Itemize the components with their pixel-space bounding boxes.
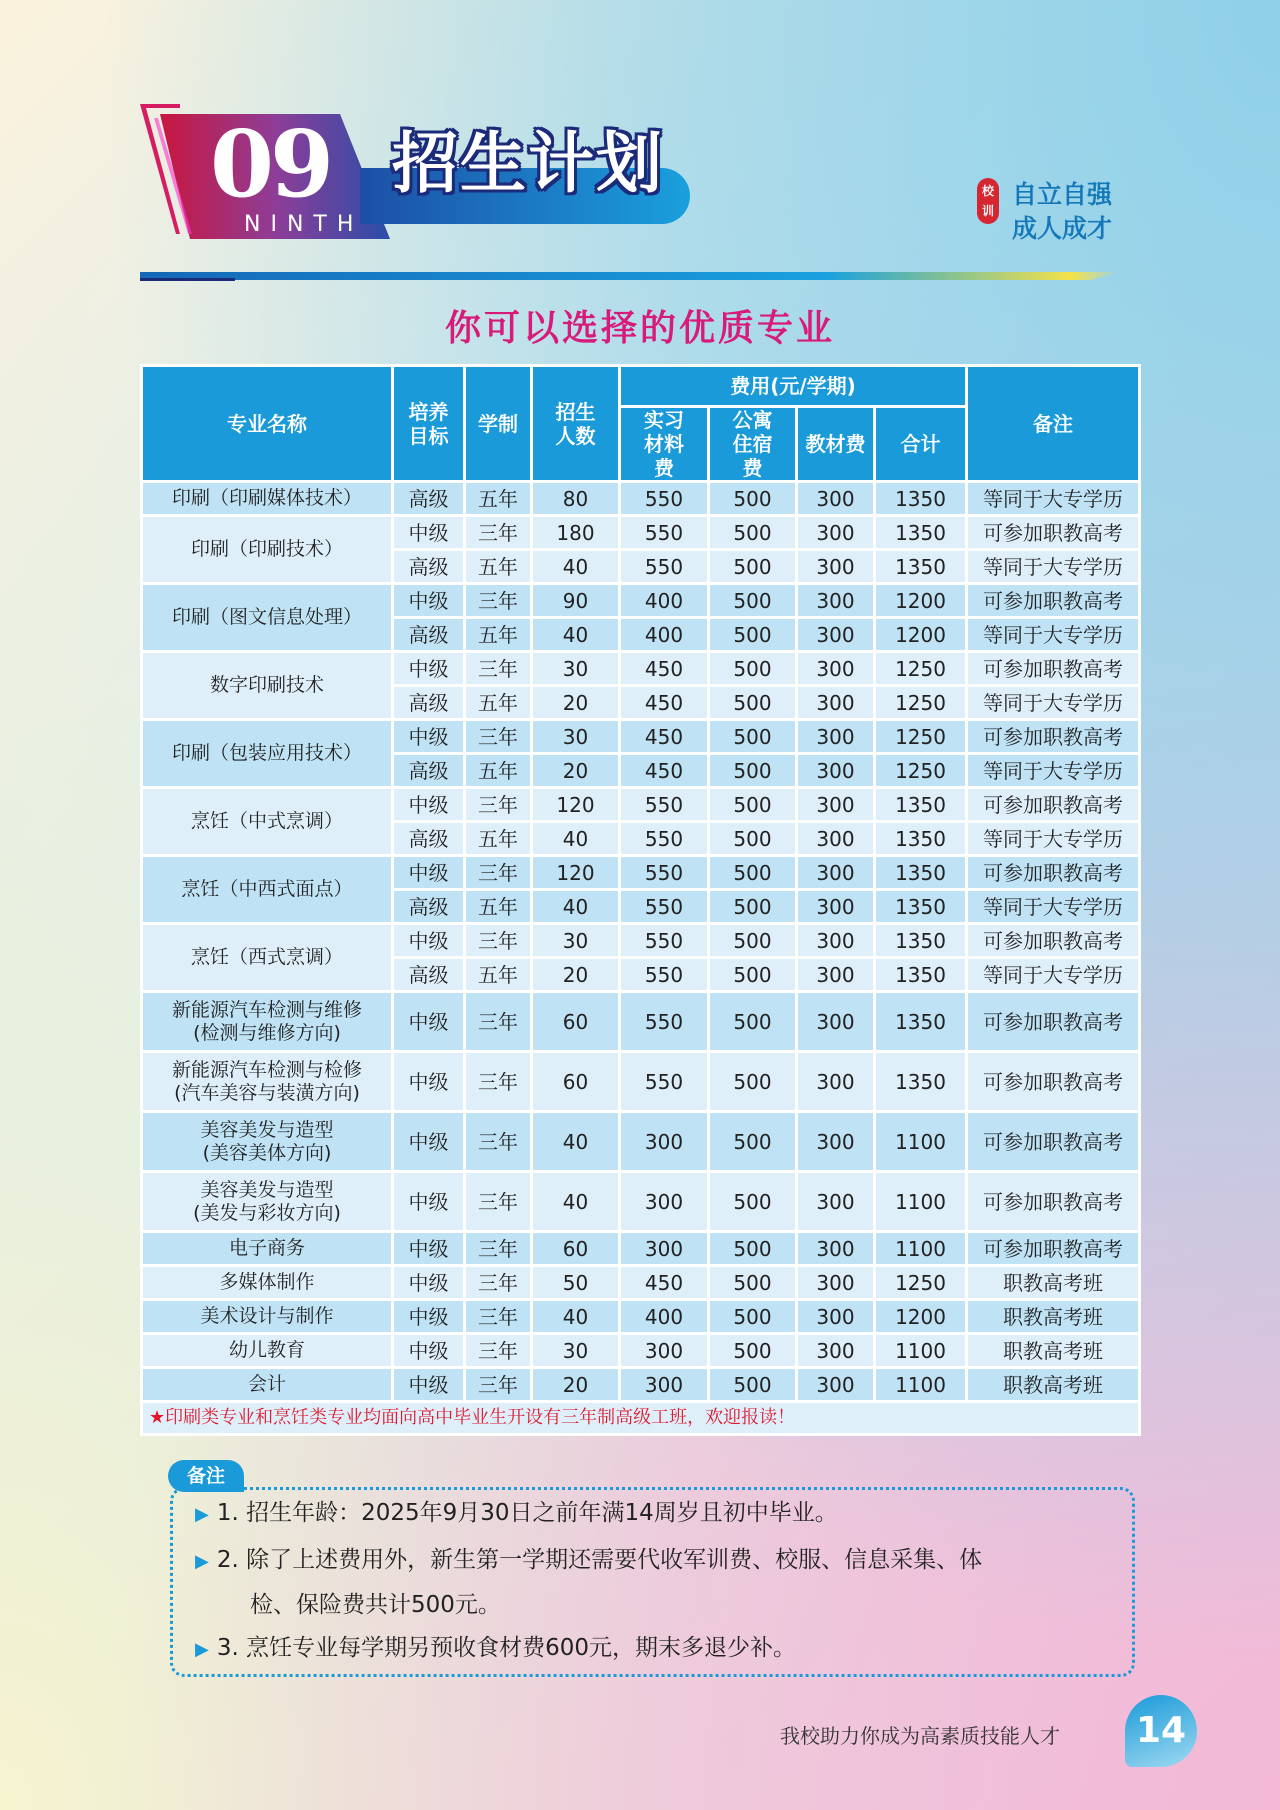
triangle-bullet-icon: ▶ (195, 1504, 209, 1525)
motto-line-2: 成人成才 (1012, 214, 1113, 243)
cell-total: 1200 (876, 585, 965, 616)
cell-total: 1250 (876, 721, 965, 752)
cell-textbook-fee: 300 (798, 721, 873, 752)
major-name-text: 烹饪（西式烹调） (190, 946, 343, 968)
major-name-text: 美容美发与造型 (200, 1178, 334, 1201)
note-text: 3. 烹饪专业每学期另预收食材费600元，期末多退少补。 (216, 1635, 796, 1661)
cell-total: 1350 (876, 857, 965, 888)
cell-dorm-fee: 500 (710, 789, 795, 820)
cell-textbook-fee: 300 (798, 1173, 873, 1230)
major-direction: (美容美体方向) (202, 1141, 332, 1164)
cell-textbook-fee: 300 (798, 1369, 873, 1400)
header-total: 合计 (876, 408, 965, 480)
cell-enrollment: 60 (533, 993, 618, 1050)
cell-remark: 等同于大专学历 (968, 551, 1138, 582)
cell-enrollment: 40 (533, 619, 618, 650)
major-name (143, 1267, 391, 1298)
cell-level: 高级 (394, 551, 463, 582)
cell-enrollment: 40 (533, 1301, 618, 1332)
cell-total: 1250 (876, 687, 965, 718)
cell-material-fee: 450 (621, 687, 707, 718)
cell-duration: 五年 (466, 823, 530, 854)
cell-remark: 可参加职教高考 (968, 1053, 1138, 1110)
cell-total: 1200 (876, 619, 965, 650)
school-motto (1012, 178, 1112, 246)
cell-textbook-fee: 300 (798, 1335, 873, 1366)
cell-level: 中级 (394, 653, 463, 684)
cell-level: 中级 (394, 925, 463, 956)
cell-level: 中级 (394, 517, 463, 548)
cell-level: 中级 (394, 857, 463, 888)
cell-enrollment: 20 (533, 959, 618, 990)
major-name (143, 1369, 391, 1400)
major-name-text: 烹饪（中式烹调） (190, 810, 343, 832)
cell-textbook-fee: 300 (798, 1233, 873, 1264)
cell-duration: 三年 (466, 1369, 530, 1400)
cell-material-fee: 300 (621, 1113, 707, 1170)
cell-enrollment: 40 (533, 891, 618, 922)
cell-total: 1100 (876, 1233, 965, 1264)
header-level: 培养目标 (394, 367, 463, 480)
cell-textbook-fee: 300 (798, 925, 873, 956)
major-name (143, 1301, 391, 1332)
cell-duration: 三年 (466, 1267, 530, 1298)
cell-material-fee: 450 (621, 653, 707, 684)
cell-enrollment: 20 (533, 755, 618, 786)
cell-duration: 三年 (466, 1053, 530, 1110)
cell-duration: 五年 (466, 551, 530, 582)
cell-total: 1100 (876, 1113, 965, 1170)
cell-remark: 等同于大专学历 (968, 619, 1138, 650)
table-footnote: ★印刷类专业和烹饪类专业均面向高中毕业生开设有三年制高级工班，欢迎报读！ (143, 1403, 1138, 1433)
cell-duration: 五年 (466, 755, 530, 786)
cell-duration: 五年 (466, 959, 530, 990)
cell-total: 1350 (876, 925, 965, 956)
cell-total: 1350 (876, 551, 965, 582)
cell-level: 中级 (394, 993, 463, 1050)
note-item (195, 1633, 796, 1665)
cell-remark: 可参加职教高考 (968, 993, 1138, 1050)
cell-enrollment: 20 (533, 1369, 618, 1400)
cell-level: 高级 (394, 755, 463, 786)
note-text: 2. 除了上述费用外，新生第一学期还需要代收军训费、校服、信息采集、体 (216, 1547, 983, 1573)
cell-dorm-fee: 500 (710, 891, 795, 922)
cell-level: 高级 (394, 959, 463, 990)
major-name (143, 721, 391, 786)
header-enrollment: 招生人数 (533, 367, 618, 480)
cell-remark: 可参加职教高考 (968, 1113, 1138, 1170)
cell-duration: 三年 (466, 857, 530, 888)
cell-duration: 五年 (466, 891, 530, 922)
cell-dorm-fee: 500 (710, 619, 795, 650)
cell-material-fee: 550 (621, 789, 707, 820)
major-name-text: 烹饪（中西式面点） (181, 878, 353, 900)
cell-material-fee: 550 (621, 925, 707, 956)
cell-material-fee: 550 (621, 959, 707, 990)
cell-textbook-fee: 300 (798, 823, 873, 854)
major-name-text: 会计 (247, 1373, 286, 1395)
cell-material-fee: 550 (621, 517, 707, 548)
cell-duration: 三年 (466, 1113, 530, 1170)
cell-material-fee: 550 (621, 483, 707, 514)
cell-material-fee: 300 (621, 1369, 707, 1400)
major-name-text: 幼儿教育 (228, 1339, 305, 1361)
notes-tag: 备注 (168, 1460, 244, 1492)
cell-level: 中级 (394, 1369, 463, 1400)
cell-remark: 等同于大专学历 (968, 891, 1138, 922)
cell-material-fee: 300 (621, 1335, 707, 1366)
cell-material-fee: 300 (621, 1233, 707, 1264)
section-number: 09 (210, 110, 331, 218)
table-row (143, 585, 1138, 616)
cell-remark: 等同于大专学历 (968, 823, 1138, 854)
cell-level: 高级 (394, 687, 463, 718)
cell-dorm-fee: 500 (710, 653, 795, 684)
header-dorm-fee: 公寓住宿费 (710, 408, 795, 480)
cell-level: 中级 (394, 1267, 463, 1298)
enrollment-table (140, 364, 1141, 1436)
cell-level: 高级 (394, 891, 463, 922)
cell-textbook-fee: 300 (798, 1053, 873, 1110)
cell-total: 1350 (876, 891, 965, 922)
cell-remark: 等同于大专学历 (968, 483, 1138, 514)
cell-duration: 五年 (466, 687, 530, 718)
table-row (143, 1267, 1138, 1298)
major-name (143, 857, 391, 922)
cell-duration: 五年 (466, 619, 530, 650)
cell-enrollment: 30 (533, 721, 618, 752)
major-name (143, 1173, 391, 1230)
cell-total: 1250 (876, 1267, 965, 1298)
cell-total: 1200 (876, 1301, 965, 1332)
major-name-text: 电子商务 (228, 1237, 305, 1259)
cell-textbook-fee: 300 (798, 993, 873, 1050)
cell-dorm-fee: 500 (710, 755, 795, 786)
cell-textbook-fee: 300 (798, 687, 873, 718)
table-row (143, 721, 1138, 752)
cell-dorm-fee: 500 (710, 1301, 795, 1332)
cell-dorm-fee: 500 (710, 687, 795, 718)
cell-duration: 三年 (466, 721, 530, 752)
cell-duration: 三年 (466, 1173, 530, 1230)
cell-level: 高级 (394, 823, 463, 854)
cell-level: 中级 (394, 789, 463, 820)
cell-textbook-fee: 300 (798, 653, 873, 684)
major-name (143, 1053, 391, 1110)
cell-dorm-fee: 500 (710, 1267, 795, 1298)
cell-total: 1100 (876, 1369, 965, 1400)
cell-enrollment: 180 (533, 517, 618, 548)
cell-remark: 职教高考班 (968, 1301, 1138, 1332)
cell-dorm-fee: 500 (710, 1053, 795, 1110)
cell-material-fee: 300 (621, 1173, 707, 1230)
table-row (143, 1335, 1138, 1366)
footer-slogan: 我校助力你成为高素质技能人才 (780, 1724, 1060, 1748)
cell-remark: 可参加职教高考 (968, 585, 1138, 616)
major-direction: (汽车美容与装潢方向) (174, 1081, 360, 1104)
cell-textbook-fee: 300 (798, 483, 873, 514)
cell-textbook-fee: 300 (798, 551, 873, 582)
cell-dorm-fee: 500 (710, 517, 795, 548)
cell-textbook-fee: 300 (798, 619, 873, 650)
table-row (143, 1113, 1138, 1170)
cell-dorm-fee: 500 (710, 925, 795, 956)
major-name (143, 993, 391, 1050)
cell-remark: 可参加职教高考 (968, 925, 1138, 956)
header-fees: 费用(元/学期) (621, 367, 965, 405)
cell-enrollment: 120 (533, 857, 618, 888)
cell-dorm-fee: 500 (710, 959, 795, 990)
cell-duration: 三年 (466, 517, 530, 548)
cell-remark: 可参加职教高考 (968, 1173, 1138, 1230)
header-duration: 学制 (466, 367, 530, 480)
cell-enrollment: 80 (533, 483, 618, 514)
page-title: 招生计划 (392, 125, 664, 202)
cell-total: 1100 (876, 1173, 965, 1230)
major-name (143, 1233, 391, 1264)
cell-textbook-fee: 300 (798, 585, 873, 616)
major-name-text: 多媒体制作 (219, 1271, 315, 1293)
major-name-text: 新能源汽车检测与维修 (171, 998, 362, 1021)
cell-duration: 三年 (466, 1233, 530, 1264)
cell-total: 1350 (876, 517, 965, 548)
cell-remark: 可参加职教高考 (968, 789, 1138, 820)
cell-textbook-fee: 300 (798, 857, 873, 888)
note-text: 1. 招生年龄：2025年9月30日之前年满14周岁且初中毕业。 (216, 1500, 838, 1526)
cell-dorm-fee: 500 (710, 993, 795, 1050)
cell-enrollment: 30 (533, 925, 618, 956)
cell-material-fee: 400 (621, 585, 707, 616)
triangle-bullet-icon: ▶ (195, 1639, 209, 1660)
note-item (195, 1545, 982, 1577)
cell-enrollment: 40 (533, 1173, 618, 1230)
table-row (143, 789, 1138, 820)
triangle-bullet-icon: ▶ (195, 1551, 209, 1572)
major-name (143, 653, 391, 718)
major-direction: (检测与维修方向) (193, 1021, 341, 1044)
motto-seal: 校训 (977, 178, 999, 224)
cell-textbook-fee: 300 (798, 517, 873, 548)
cell-level: 高级 (394, 619, 463, 650)
cell-enrollment: 40 (533, 823, 618, 854)
cell-level: 中级 (394, 1113, 463, 1170)
major-name-text: 数字印刷技术 (209, 674, 324, 696)
table-row (143, 1301, 1138, 1332)
cell-level: 中级 (394, 1301, 463, 1332)
cell-remark: 可参加职教高考 (968, 857, 1138, 888)
major-name-text: 美容美发与造型 (200, 1118, 334, 1141)
cell-material-fee: 550 (621, 891, 707, 922)
cell-material-fee: 550 (621, 823, 707, 854)
table-row (143, 483, 1138, 514)
cell-textbook-fee: 300 (798, 891, 873, 922)
major-name-text: 新能源汽车检测与检修 (171, 1058, 362, 1081)
major-name (143, 585, 391, 650)
cell-enrollment: 90 (533, 585, 618, 616)
cell-total: 1350 (876, 823, 965, 854)
divider (140, 272, 1120, 280)
cell-enrollment: 40 (533, 551, 618, 582)
cell-textbook-fee: 300 (798, 755, 873, 786)
section-subtitle: 你可以选择的优质专业 (444, 308, 835, 349)
cell-duration: 三年 (466, 1301, 530, 1332)
cell-remark: 等同于大专学历 (968, 687, 1138, 718)
table-row (143, 517, 1138, 548)
cell-material-fee: 450 (621, 755, 707, 786)
major-name (143, 925, 391, 990)
table-row (143, 1369, 1138, 1400)
cell-dorm-fee: 500 (710, 1233, 795, 1264)
cell-duration: 三年 (466, 789, 530, 820)
cell-material-fee: 450 (621, 721, 707, 752)
cell-textbook-fee: 300 (798, 789, 873, 820)
table-row (143, 1173, 1138, 1230)
cell-remark: 职教高考班 (968, 1335, 1138, 1366)
section-word: NINTH (244, 212, 364, 237)
cell-material-fee: 550 (621, 993, 707, 1050)
major-name (143, 517, 391, 582)
cell-enrollment: 30 (533, 1335, 618, 1366)
cell-material-fee: 550 (621, 1053, 707, 1110)
cell-duration: 五年 (466, 483, 530, 514)
major-name-text: 印刷（图文信息处理） (171, 606, 362, 628)
page-number: 14 (1125, 1695, 1197, 1767)
major-direction: (美发与彩妆方向) (193, 1201, 341, 1224)
cell-remark: 可参加职教高考 (968, 721, 1138, 752)
major-name (143, 1113, 391, 1170)
table-row (143, 653, 1138, 684)
cell-total: 1350 (876, 993, 965, 1050)
cell-dorm-fee: 500 (710, 1173, 795, 1230)
cell-remark: 等同于大专学历 (968, 959, 1138, 990)
table-row (143, 1053, 1138, 1110)
cell-remark: 可参加职教高考 (968, 517, 1138, 548)
cell-level: 中级 (394, 721, 463, 752)
cell-enrollment: 120 (533, 789, 618, 820)
header-textbook-fee: 教材费 (798, 408, 873, 480)
table-row (143, 1233, 1138, 1264)
cell-material-fee: 550 (621, 551, 707, 582)
cell-remark: 可参加职教高考 (968, 653, 1138, 684)
cell-total: 1350 (876, 789, 965, 820)
cell-total: 1350 (876, 959, 965, 990)
cell-dorm-fee: 500 (710, 551, 795, 582)
motto-line-1: 自立自强 (1012, 180, 1113, 209)
header-major-name: 专业名称 (143, 367, 391, 480)
cell-dorm-fee: 500 (710, 857, 795, 888)
major-name-text: 印刷（印刷媒体技术） (171, 487, 362, 509)
table-row (143, 993, 1138, 1050)
cell-duration: 三年 (466, 653, 530, 684)
cell-enrollment: 20 (533, 687, 618, 718)
cell-remark: 职教高考班 (968, 1369, 1138, 1400)
cell-dorm-fee: 500 (710, 721, 795, 752)
cell-duration: 三年 (466, 993, 530, 1050)
major-name (143, 483, 391, 514)
cell-textbook-fee: 300 (798, 1113, 873, 1170)
cell-level: 中级 (394, 1233, 463, 1264)
cell-total: 1350 (876, 1053, 965, 1110)
divider-accent (140, 278, 235, 281)
table-row (143, 857, 1138, 888)
cell-dorm-fee: 500 (710, 585, 795, 616)
cell-total: 1250 (876, 653, 965, 684)
note-item (195, 1498, 838, 1530)
cell-level: 中级 (394, 1053, 463, 1110)
cell-enrollment: 40 (533, 1113, 618, 1170)
cell-dorm-fee: 500 (710, 483, 795, 514)
major-name-text: 印刷（印刷技术） (190, 538, 343, 560)
cell-textbook-fee: 300 (798, 1301, 873, 1332)
cell-material-fee: 550 (621, 857, 707, 888)
cell-dorm-fee: 500 (710, 823, 795, 854)
cell-dorm-fee: 500 (710, 1369, 795, 1400)
major-name-text: 印刷（包装应用技术） (171, 742, 362, 764)
cell-total: 1350 (876, 483, 965, 514)
cell-total: 1100 (876, 1335, 965, 1366)
major-name-text: 美术设计与制作 (200, 1305, 334, 1327)
cell-enrollment: 30 (533, 653, 618, 684)
cell-material-fee: 400 (621, 619, 707, 650)
cell-textbook-fee: 300 (798, 959, 873, 990)
cell-duration: 三年 (466, 585, 530, 616)
cell-level: 中级 (394, 1173, 463, 1230)
cell-remark: 可参加职教高考 (968, 1233, 1138, 1264)
major-name (143, 1335, 391, 1366)
cell-material-fee: 450 (621, 1267, 707, 1298)
cell-level: 中级 (394, 585, 463, 616)
table-row (143, 925, 1138, 956)
cell-enrollment: 60 (533, 1233, 618, 1264)
cell-textbook-fee: 300 (798, 1267, 873, 1298)
cell-remark: 职教高考班 (968, 1267, 1138, 1298)
major-name (143, 789, 391, 854)
cell-material-fee: 400 (621, 1301, 707, 1332)
cell-level: 中级 (394, 1335, 463, 1366)
cell-remark: 等同于大专学历 (968, 755, 1138, 786)
header-remark: 备注 (968, 367, 1138, 480)
cell-duration: 三年 (466, 1335, 530, 1366)
cell-enrollment: 50 (533, 1267, 618, 1298)
cell-dorm-fee: 500 (710, 1113, 795, 1170)
cell-level: 高级 (394, 483, 463, 514)
cell-enrollment: 60 (533, 1053, 618, 1110)
cell-dorm-fee: 500 (710, 1335, 795, 1366)
note-text-continued: 检、保险费共计500元。 (250, 1592, 501, 1618)
cell-duration: 三年 (466, 925, 530, 956)
cell-total: 1250 (876, 755, 965, 786)
header-material-fee: 实习材料费 (621, 408, 707, 480)
